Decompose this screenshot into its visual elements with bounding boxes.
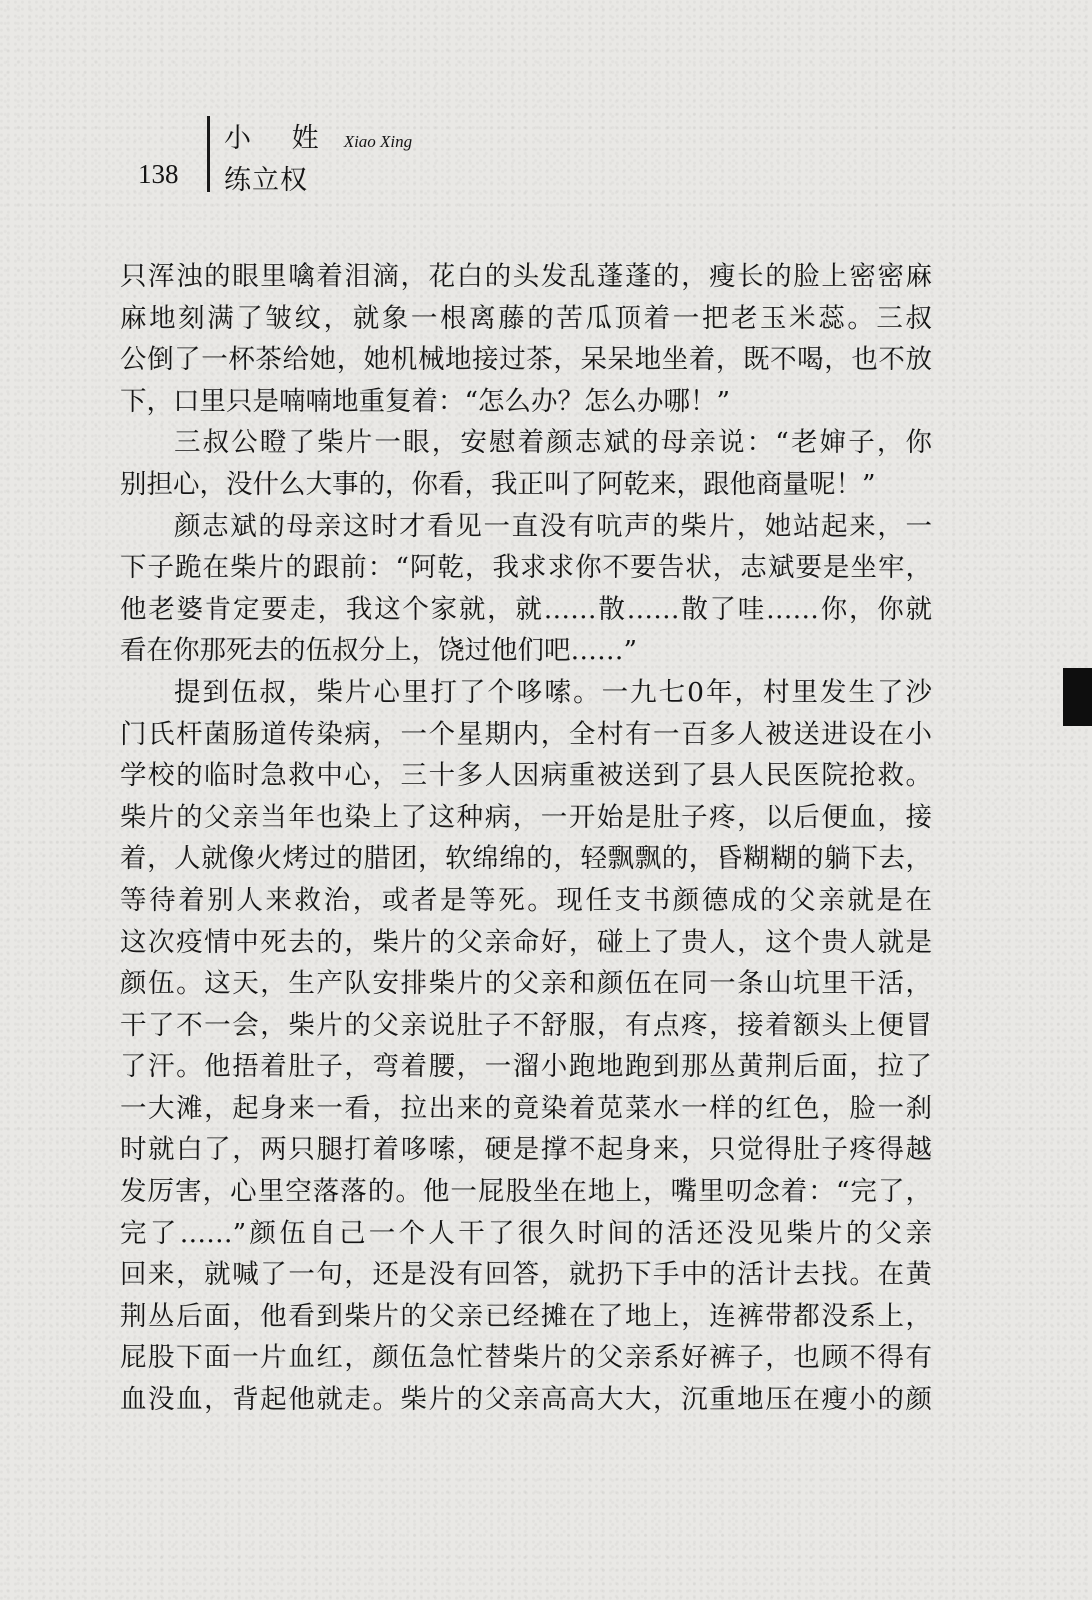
text-line: 他老婆肯定要走，我这个家就，就……散……散了哇……你，你就 bbox=[120, 593, 932, 625]
text-line: 柴片的父亲当年也染上了这种病，一开始是肚子疼，以后便血，接 bbox=[120, 801, 932, 833]
paragraph-first-line: 提到伍叔，柴片心里打了个哆嗦。一九七0年，村里发生了沙 bbox=[174, 676, 932, 708]
text-line: 下，口里只是喃喃地重复着：“怎么办？怎么办哪！” bbox=[120, 385, 731, 417]
text-line: 只浑浊的眼里噙着泪滴，花白的头发乱蓬蓬的，瘦长的脸上密密麻 bbox=[120, 261, 932, 292]
text-line: 荆丛后面，他看到柴片的父亲已经摊在了地上，连裤带都没系上， bbox=[120, 1300, 932, 1332]
text-line: 屁股下面一片血红，颜伍急忙替柴片的父亲系好裤子，也顾不得有 bbox=[120, 1342, 932, 1374]
page-number: 138 bbox=[138, 159, 179, 189]
text-line: 发厉害，心里空落落的。他一屁股坐在地上，嘴里叨念着：“完了， bbox=[120, 1176, 932, 1208]
text-line: 着，人就像火烤过的腊团，软绵绵的，轻飘飘的，昏糊糊的躺下去， bbox=[120, 843, 932, 875]
text-line: 等待着别人来救治，或者是等死。现任支书颜德成的父亲就是在 bbox=[120, 884, 932, 916]
text-line: 学校的临时急救中心，三十多人因病重被送到了县人民医院抢救。 bbox=[120, 760, 932, 792]
text-line: 看在你那死去的伍叔分上，饶过他们吧……” bbox=[120, 635, 638, 667]
author-name: 练立权 bbox=[224, 165, 308, 196]
text-line: 下子跪在柴片的跟前：“阿乾，我求求你不要告状，志斌要是坐牢， bbox=[120, 552, 932, 584]
text-line: 公倒了一杯茶给她，她机械地接过茶，呆呆地坐着，既不喝，也不放 bbox=[120, 344, 932, 376]
text-line: 这次疫情中死去的，柴片的父亲命好，碰上了贵人，这个贵人就是 bbox=[120, 926, 932, 958]
page-header bbox=[138, 108, 538, 198]
text-line: 别担心，没什么大事的，你看，我正叫了阿乾来，跟他商量呢！” bbox=[120, 468, 876, 500]
text-line: 干了不一会，柴片的父亲说肚子不舒服，有点疼，接着额头上便冒 bbox=[120, 1009, 932, 1041]
text-line: 时就白了，两只腿打着哆嗦，硬是撑不起身来，只觉得肚子疼得越 bbox=[120, 1134, 932, 1166]
text-line: 完了……”颜伍自己一个人干了很久时间的活还没见柴片的父亲 bbox=[120, 1217, 932, 1249]
title-line bbox=[224, 116, 412, 155]
text-line: 血没血，背起他就走。柴片的父亲高高大大，沉重地压在瘦小的颜 bbox=[120, 1384, 932, 1416]
story-title: 小 姓 bbox=[224, 123, 335, 154]
text-line: 回来，就喊了一句，还是没有回答，就扔下手中的活计去找。在黄 bbox=[120, 1259, 932, 1291]
text-line: 颜伍。这天，生产队安排柴片的父亲和颜伍在同一条山坑里干活， bbox=[120, 968, 932, 1000]
text-line: 门氏杆菌肠道传染病，一个星期内，全村有一百多人被送进设在小 bbox=[120, 718, 932, 750]
text-line: 了汗。他捂着肚子，弯着腰，一溜小跑地跑到那丛黄荆后面，拉了 bbox=[120, 1051, 932, 1083]
page-edge-tab-marker bbox=[1063, 668, 1092, 726]
header-divider bbox=[207, 116, 210, 192]
paragraph-first-line: 颜志斌的母亲这时才看见一直没有吭声的柴片，她站起来，一 bbox=[174, 510, 932, 542]
paragraph-first-line: 三叔公瞪了柴片一眼，安慰着颜志斌的母亲说：“老婶子，你 bbox=[174, 427, 932, 459]
text-line: 麻地刻满了皱纹，就象一根离藤的苦瓜顶着一把老玉米蕊。三叔 bbox=[120, 302, 932, 334]
story-title-pinyin: Xiao Xing bbox=[343, 132, 413, 151]
body-text bbox=[120, 256, 932, 1421]
text-line: 一大滩，起身来一看，拉出来的竟染着苋菜水一样的红色，脸一刹 bbox=[120, 1092, 932, 1124]
